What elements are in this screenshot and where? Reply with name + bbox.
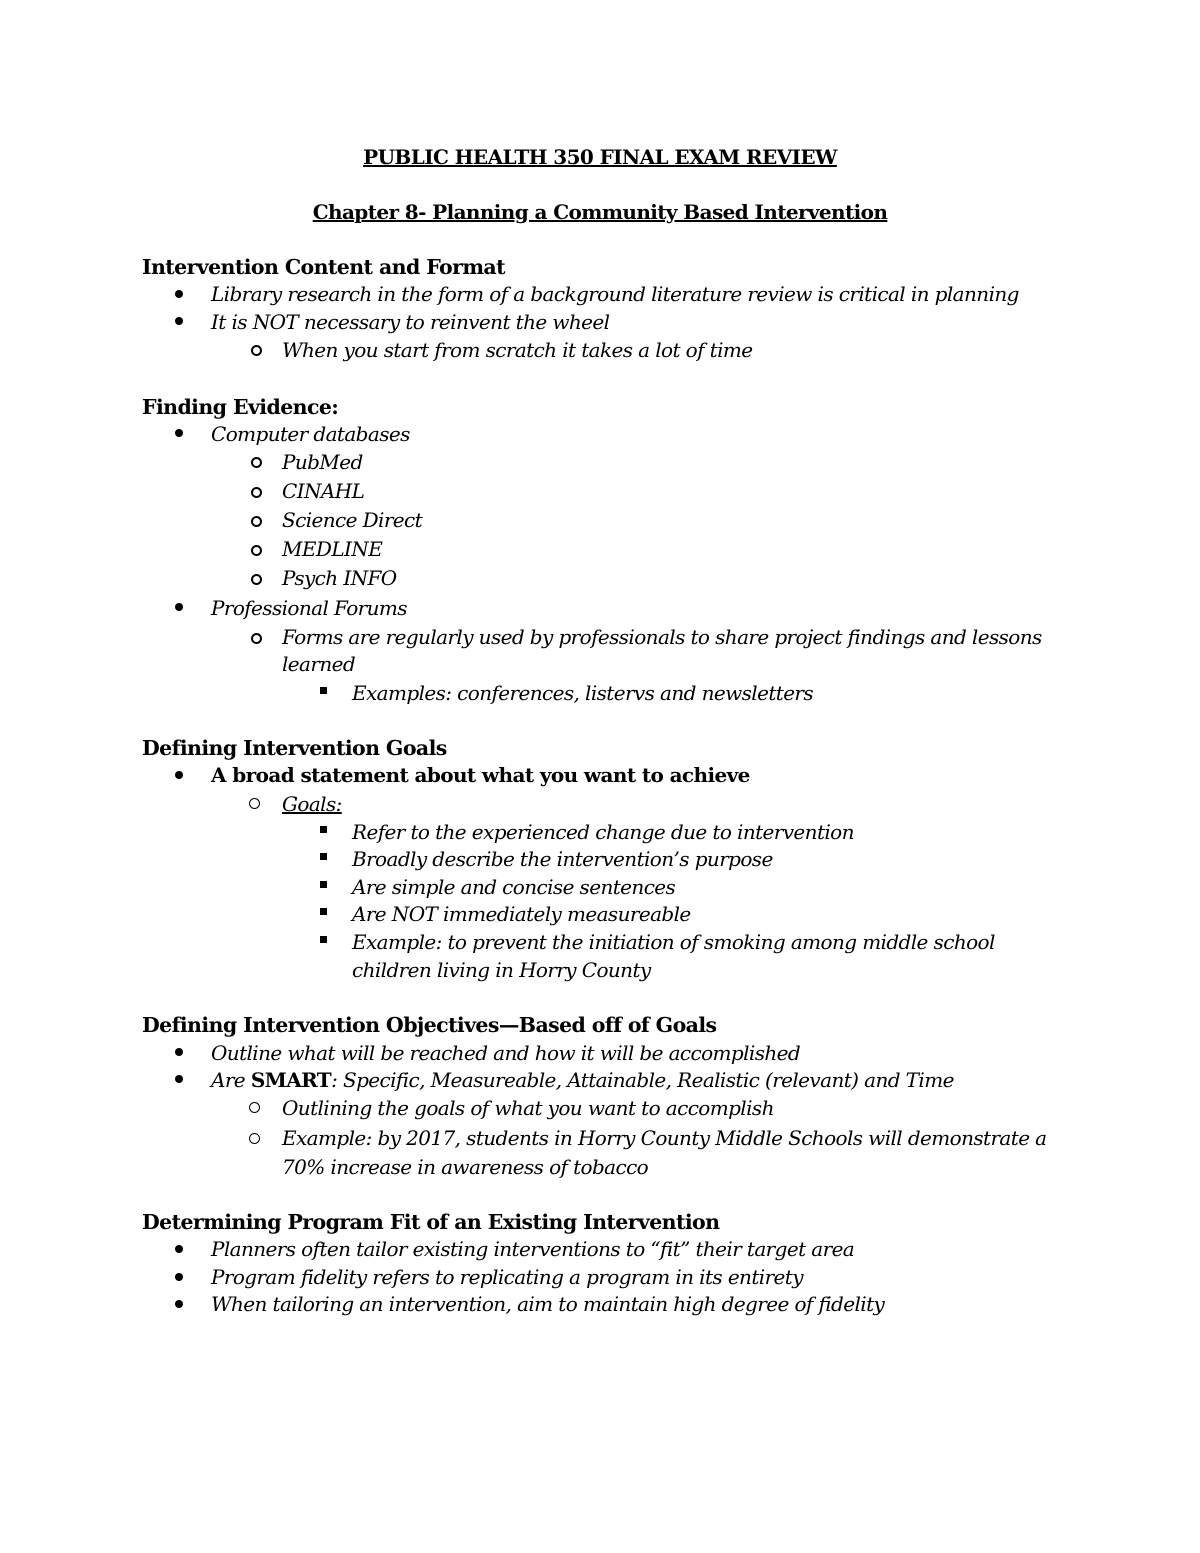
bullet-square-icon — [320, 826, 327, 833]
bullet-circle-icon — [249, 1102, 260, 1113]
bullet-dot-icon — [175, 603, 183, 611]
list-item: Broadly describe the intervention’s purpose — [352, 847, 773, 871]
list-item: A broad statement about what you want to achieve — [211, 763, 750, 787]
bullet-circle-icon — [251, 487, 262, 498]
bullet-square-icon — [320, 936, 327, 943]
section-heading-program-fit: Determining Program Fit of an Existing Intervention — [142, 1210, 720, 1234]
list-item: PubMed — [282, 450, 363, 474]
list-item: Computer databases — [211, 422, 410, 446]
document-title: PUBLIC HEALTH 350 FINAL EXAM REVIEW — [363, 145, 837, 169]
list-item: When you start from scratch it takes a lot of time — [282, 338, 753, 362]
section-heading-objectives: Defining Intervention Objectives—Based off of Goals — [142, 1013, 717, 1037]
bullet-dot-icon — [175, 1048, 183, 1056]
bullet-circle-icon — [251, 633, 262, 644]
section-heading-goals: Defining Intervention Goals — [142, 736, 447, 760]
bullet-dot-icon — [175, 1300, 183, 1308]
bullet-dot-icon — [175, 1273, 183, 1281]
list-item: Planners often tailor existing interventions to “fit” their target area — [211, 1237, 855, 1261]
list-item: MEDLINE — [282, 537, 383, 561]
bullet-square-icon — [320, 853, 327, 860]
bullet-circle-icon — [249, 798, 260, 809]
bullet-circle-icon — [251, 345, 262, 356]
chapter-title: Chapter 8- Planning a Community Based Intervention — [312, 200, 888, 224]
list-item: Professional Forums — [211, 596, 407, 620]
list-item: Example: to prevent the initiation of smoking among middle school — [352, 930, 995, 954]
bullet-circle-icon — [251, 545, 262, 556]
list-item-continuation: learned — [282, 652, 356, 676]
list-item: CINAHL — [282, 479, 365, 503]
list-item: When tailoring an intervention, aim to maintain high degree of fidelity — [211, 1292, 885, 1316]
list-item: Examples: conferences, listervs and newsletters — [352, 681, 814, 705]
smart-acronym: SMART — [250, 1068, 332, 1092]
list-item: Psych INFO — [282, 566, 397, 590]
bullet-circle-icon — [251, 457, 262, 468]
list-item: Are NOT immediately measureable — [352, 902, 691, 926]
section-heading-content-format: Intervention Content and Format — [142, 255, 505, 279]
list-item: It is NOT necessary to reinvent the wheel — [211, 310, 610, 334]
bullet-dot-icon — [175, 317, 183, 325]
bullet-square-icon — [320, 881, 327, 888]
bullet-circle-icon — [251, 516, 262, 527]
list-item: Refer to the experienced change due to intervention — [352, 820, 854, 844]
bullet-dot-icon — [175, 429, 183, 437]
bullet-circle-icon — [249, 1133, 260, 1144]
list-item-continuation: children living in Horry County — [352, 958, 651, 982]
list-item: Science Direct — [282, 508, 423, 532]
bullet-circle-icon — [251, 574, 262, 585]
list-item: Forms are regularly used by professionals to share project findings and lessons — [282, 625, 1042, 649]
smart-definition: : Specific, Measureable, Attainable, Realistic (relevant) and Time — [331, 1068, 954, 1092]
list-item: Outlining the goals of what you want to accomplish — [282, 1096, 774, 1120]
list-item: Example: by 2017, students in Horry County Middle Schools will demonstrate a — [282, 1126, 1047, 1150]
list-item: Goals: — [282, 792, 342, 816]
bullet-dot-icon — [175, 771, 183, 779]
list-item: Library research in the form of a background literature review is critical in planning — [211, 282, 1019, 306]
list-item-smart — [211, 1068, 954, 1092]
bullet-dot-icon — [175, 1075, 183, 1083]
list-item: Program fidelity refers to replicating a program in its entirety — [211, 1265, 803, 1289]
list-item: Are simple and concise sentences — [352, 875, 676, 899]
list-item-continuation: 70% increase in awareness of tobacco — [282, 1155, 649, 1179]
bullet-dot-icon — [175, 1245, 183, 1253]
section-heading-finding-evidence: Finding Evidence: — [142, 395, 339, 419]
list-item: Outline what will be reached and how it will be accomplished — [211, 1041, 801, 1065]
bullet-dot-icon — [175, 290, 183, 298]
bullet-square-icon — [320, 908, 327, 915]
smart-prefix: Are — [211, 1068, 251, 1092]
bullet-square-icon — [320, 687, 327, 694]
